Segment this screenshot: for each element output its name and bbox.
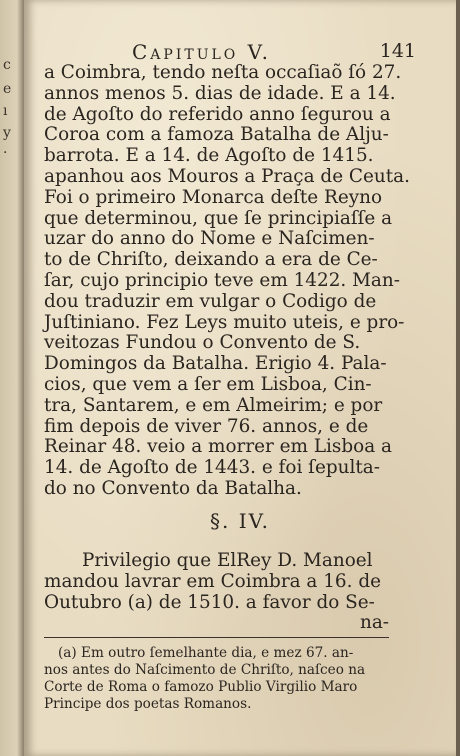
text-line: que determinou, que ſe principiaſſe a [44,207,393,229]
text-line: to de Chriſto, deixando a era de Ce- [44,249,378,271]
text-line: de Agoſto do referido anno ſegurou a [44,103,391,125]
catchword: na- [359,612,389,634]
section-heading: §. IV. [210,509,270,533]
footnote-line: Principe dos poetas Romanos. [44,696,252,712]
text-line: uzar do anno do Nome e Naſcimen- [44,228,375,250]
facing-page-fragment: ı [3,103,8,119]
footnote-line: (a) Em outro ſemelhante dia, e mez 67. an- [58,645,354,661]
text-line: ſar, cujo principio teve em 1422. Man- [44,269,400,291]
book-page [24,0,456,756]
text-line: Domingos da Batalha. Erigio 4. Pala- [44,353,387,375]
running-head [24,40,456,64]
facing-page-fragment: e [3,81,12,97]
text-line: Juſtiniano. Fez Leys muito uteis, e pro- [44,311,405,333]
text-line: tra, Santarem, e em Almeirim; e por [44,394,383,416]
text-line: cios, que vem a ſer em Lisboa, Cin- [44,373,372,395]
page-edge-shadow [456,0,460,756]
text-line: mandou lavrar em Coimbra a 16. de [44,570,381,592]
text-line: a Coimbra, tendo neſta occaſiaõ ſó 27. [44,62,402,83]
second-paragraph [44,551,389,634]
text-line: Privilegio que ElRey D. Manoel [82,550,373,571]
text-line: Coroa com a famoza Batalha de Alju- [44,124,389,146]
text-line: Foi o primeiro Monarca deſte Reyno [44,186,383,208]
footnote-line: nos antes do Naſcimento de Chriſto, naſceo na [44,662,366,678]
text-line: 14. de Agoſto de 1443. e foi ſepulta- [44,457,380,479]
footnote-rule [44,637,389,638]
footnote-line: Corte de Roma o famozo Publio Virgilio Maro [44,679,358,695]
facing-page-fragment: y [3,125,11,141]
text-line: apanhou aos Mouros a Praça de Ceuta. [44,165,410,187]
text-line: Reinar 48. veio a morrer em Lisboa a [44,436,392,458]
text-line: do no Convento da Batalha. [44,477,302,499]
main-paragraph [44,62,410,500]
footnote [44,645,389,713]
facing-page-fragment: · [3,145,8,161]
text-line: barrota. E a 14. de Agoſto de 1415. [44,145,374,167]
facing-page-edge [0,0,24,756]
facing-page-fragment: c [3,57,11,73]
text-line: annos menos 5. dias de idade. E a 14. [44,82,396,104]
text-line: veitozas Fundou o Convento de S. [44,332,361,354]
running-title: Capitulo V. [132,40,271,64]
page-number: 141 [379,40,416,62]
text-line: Outubro (a) de 1510. a favor do Se- [44,591,375,613]
text-line: fim depois de viver 76. annos, e de [44,415,369,437]
text-line: dou traduzir em vulgar o Codigo de [44,290,377,312]
